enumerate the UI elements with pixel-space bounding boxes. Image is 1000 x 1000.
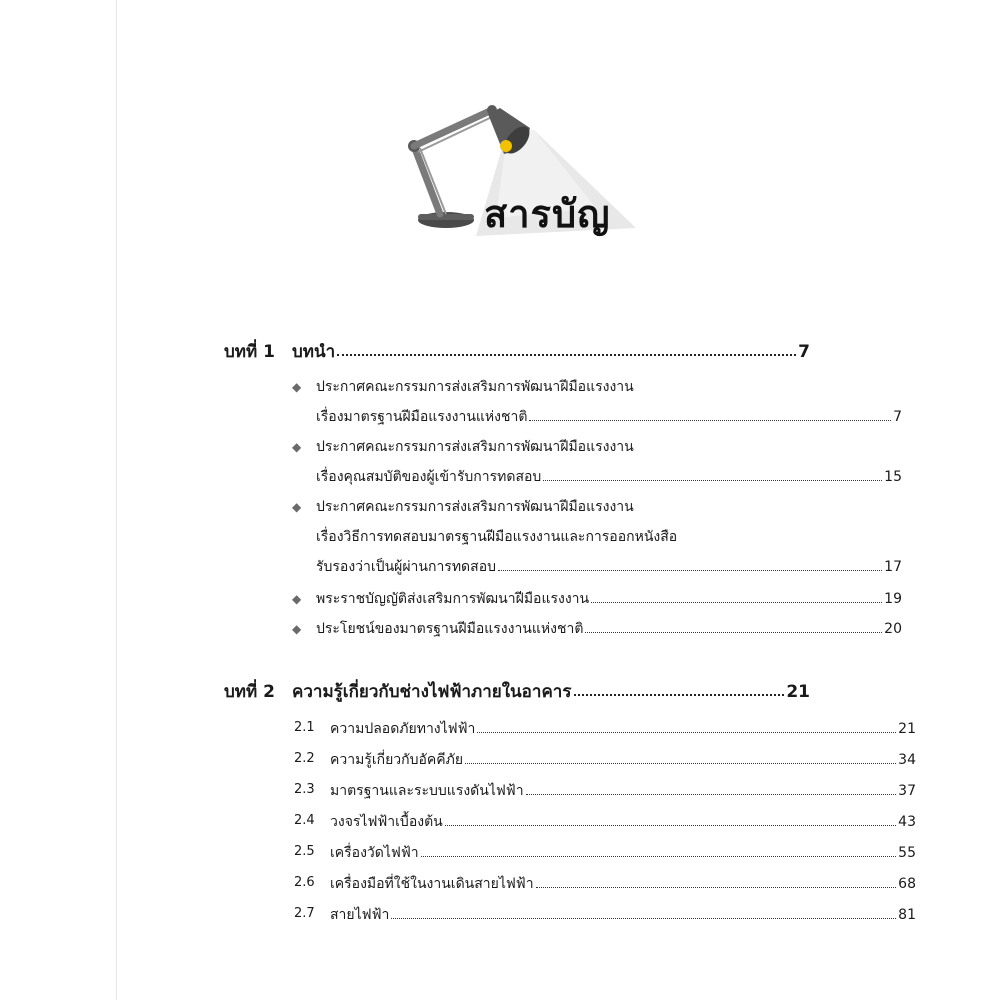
dot-leader <box>391 917 896 919</box>
toc-section[interactable] <box>224 749 916 771</box>
dot-leader <box>574 693 785 696</box>
toc-entry-line: เรื่องคุณสมบัติของผู้เข้ารับการทดสอบ <box>316 469 542 485</box>
toc-section[interactable] <box>224 873 916 895</box>
page-number: 43 <box>898 814 916 830</box>
dot-leader <box>498 569 882 571</box>
toc-entry-line: พระราชบัญญัติส่งเสริมการพัฒนาฝีมือแรงงาน <box>316 591 590 607</box>
dot-leader <box>591 601 882 603</box>
dot-leader <box>337 353 796 356</box>
toc-section[interactable] <box>224 718 916 740</box>
toc-entry-line: รับรองว่าเป็นผู้ผ่านการทดสอบ <box>316 559 496 575</box>
toc-entry[interactable] <box>224 556 902 578</box>
dot-leader <box>477 731 896 733</box>
toc-section[interactable] <box>224 811 916 833</box>
toc-entry-line[interactable]: ประกาศคณะกรรมการส่งเสริมการพัฒนาฝีมือแรงงาน <box>316 439 634 455</box>
chapter-title: บทนำ <box>292 342 336 362</box>
toc-entry[interactable] <box>224 406 902 428</box>
section-title: สายไฟฟ้า <box>330 907 390 923</box>
dot-leader <box>526 793 897 795</box>
chapter-heading[interactable] <box>224 338 810 365</box>
dot-leader <box>536 886 897 888</box>
toc-entry-line: เรื่องมาตรฐานฝีมือแรงงานแห่งชาติ <box>316 409 528 425</box>
page-number: 15 <box>884 469 902 485</box>
diamond-bullet-icon: ◆ <box>292 592 302 606</box>
toc-section[interactable] <box>224 904 916 926</box>
toc-entry-line: ประโยชน์ของมาตรฐานฝีมือแรงงานแห่งชาติ <box>316 621 584 637</box>
dot-leader <box>421 855 897 857</box>
chapter-number: บทที่ 1 <box>224 342 275 362</box>
section-title: เครื่องมือที่ใช้ในงานเดินสายไฟฟ้า <box>330 876 534 892</box>
page-number: 20 <box>884 621 902 637</box>
section-title: มาตรฐานและระบบแรงดันไฟฟ้า <box>330 783 524 799</box>
page-number: 81 <box>898 907 916 923</box>
dot-leader <box>445 824 896 826</box>
dot-leader <box>585 631 882 633</box>
diamond-bullet-icon: ◆ <box>292 622 302 636</box>
toc-section[interactable] <box>224 780 916 802</box>
toc-entry[interactable] <box>224 588 902 610</box>
page-number: 21 <box>898 721 916 737</box>
page-number: 7 <box>893 409 902 425</box>
page-number: 34 <box>898 752 916 768</box>
section-number: 2.1 <box>294 720 315 735</box>
toc-section[interactable] <box>224 842 916 864</box>
page-number: 21 <box>786 682 810 702</box>
page-number: 19 <box>884 591 902 607</box>
section-title: วงจรไฟฟ้าเบื้องต้น <box>330 814 443 830</box>
page-number: 17 <box>884 559 902 575</box>
toc-entry[interactable] <box>224 466 902 488</box>
chapter-title: ความรู้เกี่ยวกับช่างไฟฟ้าภายในอาคาร <box>292 682 572 702</box>
dot-leader <box>529 419 891 421</box>
toc-entry[interactable] <box>224 618 902 640</box>
chapter-heading[interactable] <box>224 678 810 705</box>
toc-entry-line[interactable]: เรื่องวิธีการทดสอบมาตรฐานฝีมือแรงงานและการออกหนังสือ <box>316 529 678 545</box>
toc-entry-line[interactable]: ประกาศคณะกรรมการส่งเสริมการพัฒนาฝีมือแรงงาน <box>316 379 634 395</box>
page-number: 7 <box>798 342 810 362</box>
section-number: 2.2 <box>294 751 315 766</box>
section-title: เครื่องวัดไฟฟ้า <box>330 845 419 861</box>
dot-leader <box>465 762 896 764</box>
diamond-bullet-icon: ◆ <box>292 500 302 514</box>
section-title: ความรู้เกี่ยวกับอัคคีภัย <box>330 752 464 768</box>
dot-leader <box>543 479 882 481</box>
page-number: 55 <box>898 845 916 861</box>
section-number: 2.5 <box>294 844 315 859</box>
diamond-bullet-icon: ◆ <box>292 440 302 454</box>
toc-entry-line[interactable]: ประกาศคณะกรรมการส่งเสริมการพัฒนาฝีมือแรงงาน <box>316 499 634 515</box>
page-edge-line <box>116 0 117 1000</box>
chapter-number: บทที่ 2 <box>224 682 275 702</box>
page-title: สารบัญ <box>484 192 611 236</box>
diamond-bullet-icon: ◆ <box>292 380 302 394</box>
page-number: 37 <box>898 783 916 799</box>
section-number: 2.4 <box>294 813 315 828</box>
section-number: 2.7 <box>294 906 315 921</box>
page-number: 68 <box>898 876 916 892</box>
section-number: 2.3 <box>294 782 315 797</box>
section-number: 2.6 <box>294 875 315 890</box>
section-title: ความปลอดภัยทางไฟฟ้า <box>330 721 476 737</box>
